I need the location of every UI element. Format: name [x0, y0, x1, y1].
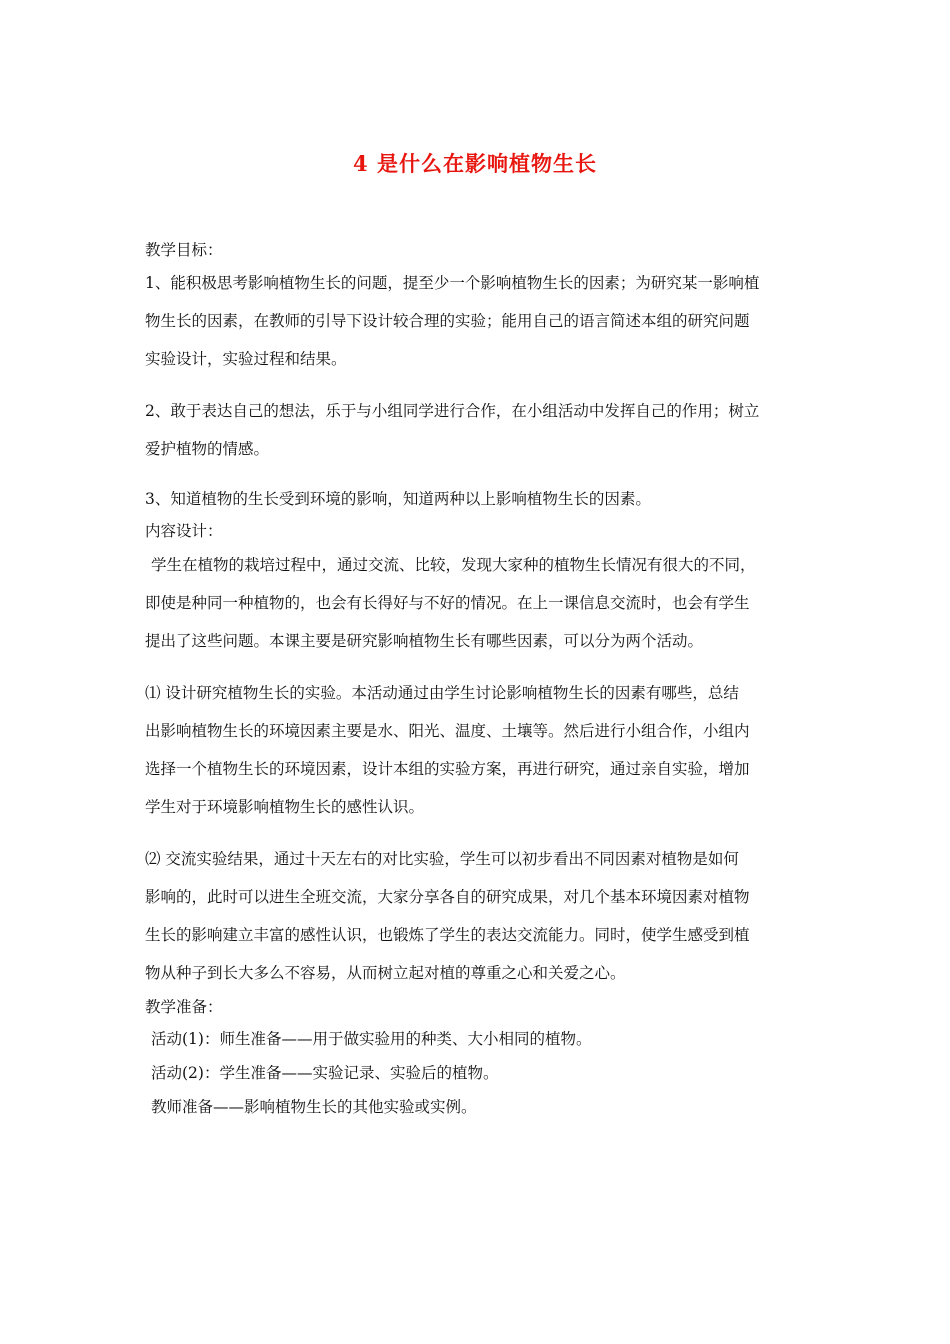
activity-2-line: 物从种子到长大多么不容易，从而树立起对植的尊重之心和关爱之心。 — [145, 964, 626, 982]
prep-item: 教师准备——影响植物生长的其他实验或实例。 — [151, 1098, 477, 1116]
goal-1-line: 物生长的因素，在教师的引导下设计较合理的实验；能用自己的语言简述本组的研究问题 — [145, 312, 750, 330]
goal-2-paragraph — [145, 392, 811, 468]
activity-2-line: ⑵ 交流实验结果，通过十天左右的对比实验，学生可以初步看出不同因素对植物是如何 — [145, 850, 739, 868]
goal-1-paragraph — [145, 264, 811, 378]
prep-heading: 教学准备： — [145, 998, 223, 1016]
goal-1-line: 实验设计，实验过程和结果。 — [145, 350, 347, 368]
content-heading: 内容设计： — [145, 522, 223, 540]
activity-1-paragraph — [145, 674, 811, 826]
goals-heading: 教学目标： — [145, 241, 223, 259]
document-body — [145, 236, 811, 1124]
activity-2-line: 生长的影响建立丰富的感性认识，也锻炼了学生的表达交流能力。同时，使学生感受到植 — [145, 926, 750, 944]
activity-1-line: 选择一个植物生长的环境因素，设计本组的实验方案，再进行研究，通过亲自实验，增加 — [145, 760, 750, 778]
goal-3-paragraph: 3、知道植物的生长受到环境的影响，知道两种以上影响植物生长的因素。 — [145, 490, 651, 508]
content-intro-line: 即使是种同一种植物的，也会有长得好与不好的情况。在上一课信息交流时，也会有学生 — [145, 594, 750, 612]
document-title: 4 是什么在影响植物生长 — [353, 151, 597, 176]
activity-1-line: 学生对于环境影响植物生长的感性认识。 — [145, 798, 425, 816]
activity-1-line: 出影响植物生长的环境因素主要是水、阳光、温度、土壤等。然后进行小组合作，小组内 — [145, 722, 750, 740]
activity-2-line: 影响的，此时可以进生全班交流，大家分享各自的研究成果，对几个基本环境因素对植物 — [145, 888, 750, 906]
prep-item: 活动(2)：学生准备——实验记录、实验后的植物。 — [151, 1064, 499, 1082]
activity-1-line: ⑴ 设计研究植物生长的实验。本活动通过由学生讨论影响植物生长的因素有哪些，总结 — [145, 684, 739, 702]
goal-1-line: 1、能积极思考影响植物生长的问题，提至少一个影响植物生长的因素；为研究某一影响植 — [145, 274, 760, 292]
activity-2-paragraph — [145, 840, 811, 992]
goal-2-line: 爱护植物的情感。 — [145, 440, 270, 458]
prep-item: 活动(1)：师生准备——用于做实验用的种类、大小相同的植物。 — [151, 1030, 592, 1048]
goal-2-line: 2、敢于表达自己的想法，乐于与小组同学进行合作，在小组活动中发挥自己的作用；树立 — [145, 402, 760, 420]
content-intro-paragraph — [145, 546, 811, 660]
content-intro-line: 学生在植物的栽培过程中，通过交流、比较，发现大家种的植物生长情况有很大的不同， — [151, 556, 756, 574]
content-intro-line: 提出了这些问题。本课主要是研究影响植物生长有哪些因素，可以分为两个活动。 — [145, 632, 704, 650]
